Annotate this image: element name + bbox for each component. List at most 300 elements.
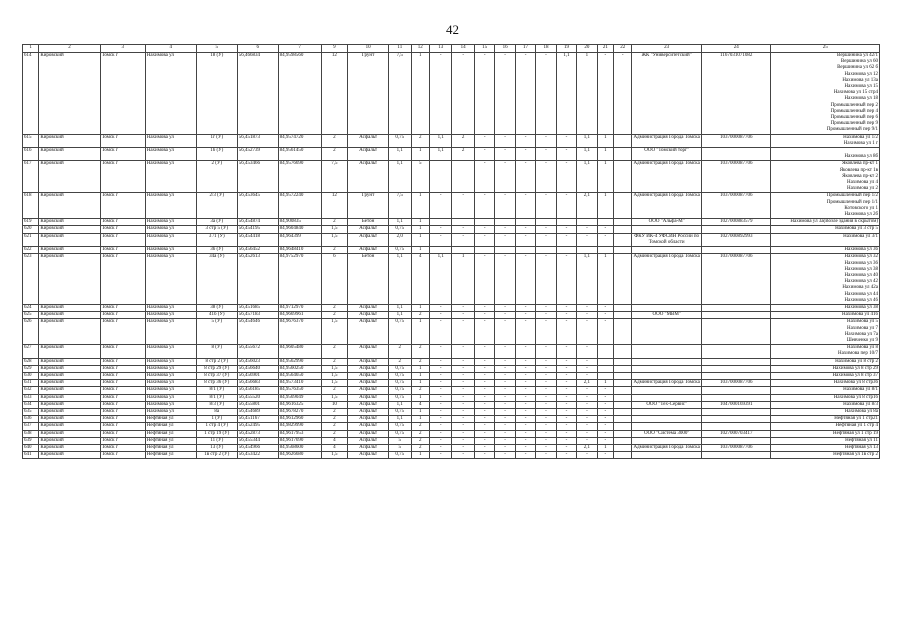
table-cell: -: [495, 254, 515, 305]
table-cell: 5: [411, 161, 429, 193]
table-cell: 1б (У): [196, 148, 237, 161]
table-cell: -: [536, 401, 556, 408]
table-cell: [701, 319, 771, 345]
table-cell: Томск г: [100, 416, 145, 423]
table-cell: [632, 452, 702, 459]
column-number-header: 18: [536, 45, 556, 53]
table-cell: -: [515, 452, 535, 459]
table-cell: -: [429, 380, 451, 387]
table-cell: Нахимова ул 38: [771, 304, 880, 311]
table-cell: 7,5: [389, 53, 411, 135]
table-cell: 1,1: [429, 148, 451, 161]
table-cell: -: [536, 394, 556, 401]
table-cell: Кировский: [39, 430, 100, 437]
table-cell: -: [597, 312, 613, 319]
table-cell: Нахимова ул 8 стр16: [771, 394, 880, 401]
table-cell: 56,455520: [237, 394, 278, 401]
table-cell: 2 (У): [196, 161, 237, 193]
table-cell: [701, 452, 771, 459]
table-row: [23, 345, 880, 358]
table-cell: -: [515, 134, 535, 147]
table-cell: Нахимова ул 8 стр 29: [771, 365, 880, 372]
table-cell: [632, 226, 702, 233]
table-cell: 1,5: [321, 394, 348, 401]
table-cell: Вершинина ул 42/1 Вершинина ул 60 Вершинина ул 62 б Нахимова ул 12 Нахимова ул 13а Нахимова ул 15 Нахимова ул 15 стр4 Нахимова ул 18 Промышленный пер 2 Промышленный пер 4 Промышленный пер 6 Промышленный пер 9 Промышленный пер 9/1: [771, 53, 880, 135]
table-cell: 56,454689: [237, 408, 278, 415]
table-cell: Бетон: [348, 254, 389, 305]
table-cell: 1: [411, 408, 429, 415]
table-cell: Асфальт: [348, 416, 389, 423]
table-cell: -: [556, 365, 576, 372]
table-cell: [597, 372, 613, 379]
table-cell: 56,452873: [237, 430, 278, 437]
table-cell: 2: [411, 134, 429, 147]
table-cell: 2: [321, 408, 348, 415]
table-cell: [614, 319, 632, 345]
table-cell: 2: [389, 345, 411, 358]
table-cell: 8 стр 36 (У): [196, 380, 237, 387]
table-cell: 84,9617953: [278, 430, 321, 437]
table-cell: 8а: [196, 408, 237, 415]
table-cell: [597, 345, 613, 358]
table-cell: [429, 219, 451, 226]
column-number-header: 14: [452, 45, 474, 53]
table-cell: [614, 394, 632, 401]
table-cell: 84,9712970: [278, 304, 321, 311]
table-cell: 3а (У): [196, 219, 237, 226]
table-cell: Кировский: [39, 387, 100, 394]
table-cell: Нефтяная ул: [145, 416, 196, 423]
table-cell: 84,9829990: [278, 423, 321, 430]
table-cell: -: [452, 193, 474, 219]
table-cell: 2,1: [577, 380, 597, 387]
table-cell: 56,453645: [237, 193, 278, 219]
table-cell: [429, 161, 451, 193]
table-cell: -: [536, 304, 556, 311]
table-cell: -: [474, 254, 494, 305]
table-cell: -: [495, 444, 515, 451]
table-cell: 0,75: [389, 394, 411, 401]
table-cell: 8/3 (У): [196, 401, 237, 408]
table-cell: -: [452, 430, 474, 437]
table-cell: Томск г: [100, 358, 145, 365]
table-cell: -: [577, 408, 597, 415]
table-cell: 56,455672: [237, 345, 278, 358]
table-row: [23, 394, 880, 401]
table-cell: Нефтяная ул 1в стр 2: [771, 452, 880, 459]
table-cell: Томск г: [100, 53, 145, 135]
table-cell: 626: [23, 319, 39, 345]
table-cell: [632, 358, 702, 365]
table-cell: [452, 219, 474, 226]
table-cell: [536, 219, 556, 226]
table-cell: -: [515, 365, 535, 372]
table-cell: 1: [597, 134, 613, 147]
table-cell: -: [515, 437, 535, 444]
table-cell: -: [577, 423, 597, 430]
table-cell: 1,1: [577, 254, 597, 305]
table-cell: -: [474, 394, 494, 401]
table-cell: 3 /1 (У): [196, 233, 237, 246]
table-cell: 631: [23, 380, 39, 387]
table-cell: -: [556, 134, 576, 147]
table-cell: -: [556, 430, 576, 437]
table-cell: Нахимова ул: [145, 233, 196, 246]
table-cell: 2: [411, 387, 429, 394]
table-cell: -: [474, 437, 494, 444]
table-cell: Кировский: [39, 372, 100, 379]
table-cell: -: [474, 193, 494, 219]
table-cell: -: [577, 394, 597, 401]
table-cell: Асфальт: [348, 233, 389, 246]
table-cell: Асфальт: [348, 247, 389, 254]
column-number-header: 16: [495, 45, 515, 53]
table-cell: -: [495, 304, 515, 311]
table-cell: Нахимова ул: [145, 345, 196, 358]
table-cell: 84,9573410: [278, 380, 321, 387]
table-cell: [632, 345, 702, 358]
table-cell: 614: [23, 53, 39, 135]
table-cell: -: [452, 372, 474, 379]
table-cell: 1027000892993: [701, 233, 771, 246]
table-cell: Нахимова ул: [145, 134, 196, 147]
table-cell: 4: [321, 437, 348, 444]
table-cell: Нефтяная ул: [145, 452, 196, 459]
table-row: [23, 161, 880, 193]
table-cell: Кировский: [39, 134, 100, 147]
table-cell: -: [495, 358, 515, 365]
table-cell: ООО "Система 3000": [632, 430, 702, 437]
table-cell: Томск г: [100, 452, 145, 459]
column-number-header: 10: [348, 45, 389, 53]
table-cell: -: [429, 365, 451, 372]
column-number-header: 2: [39, 45, 100, 53]
table-cell: 2: [321, 247, 348, 254]
table-cell: [701, 312, 771, 319]
table-cell: -: [474, 134, 494, 147]
table-cell: 617: [23, 161, 39, 193]
table-cell: 1: [597, 161, 613, 193]
table-cell: -: [429, 372, 451, 379]
table-cell: [614, 233, 632, 246]
table-cell: 56,455801: [237, 401, 278, 408]
table-cell: -: [452, 380, 474, 387]
table-cell: [632, 437, 702, 444]
table-cell: -: [577, 233, 597, 246]
table-cell: Томск г: [100, 193, 145, 219]
table-cell: -: [577, 345, 597, 358]
table-cell: 1,1: [389, 254, 411, 305]
table-cell: -: [577, 358, 597, 365]
table-cell: -: [577, 430, 597, 437]
table-cell: 1,5: [321, 365, 348, 372]
table-cell: 1,1: [389, 401, 411, 408]
table-cell: 2: [321, 148, 348, 161]
table-cell: -: [597, 437, 613, 444]
table-cell: 623: [23, 254, 39, 305]
table-cell: -: [536, 312, 556, 319]
table-cell: [614, 193, 632, 219]
table-cell: Асфальт: [348, 358, 389, 365]
table-cell: 630: [23, 372, 39, 379]
table-cell: 1,1: [429, 254, 451, 305]
table-cell: -: [556, 226, 576, 233]
table-cell: 1,1: [577, 148, 597, 161]
table-cell: -: [429, 452, 451, 459]
table-cell: -: [536, 416, 556, 423]
table-cell: Нефтяная ул: [145, 423, 196, 430]
table-cell: 0,75: [389, 372, 411, 379]
table-cell: 7,5: [321, 161, 348, 193]
table-cell: Томск г: [100, 380, 145, 387]
table-cell: Асфальт: [348, 444, 389, 451]
registry-body: [23, 53, 880, 459]
table-row: [23, 380, 880, 387]
table-cell: 1,5: [321, 380, 348, 387]
table-cell: 616: [23, 148, 39, 161]
table-cell: 8/1 (У): [196, 387, 237, 394]
table-cell: [614, 161, 632, 193]
table-cell: 84,9572240: [278, 193, 321, 219]
table-cell: 84,9617690: [278, 437, 321, 444]
table-cell: Нахимова ул: [145, 304, 196, 311]
table-row: [23, 53, 880, 135]
table-cell: [474, 219, 494, 226]
column-number-header: 24: [701, 45, 771, 53]
table-cell: 6: [321, 254, 348, 305]
table-cell: -: [474, 226, 494, 233]
table-cell: Нахимова ул: [145, 312, 196, 319]
table-cell: -: [597, 53, 613, 135]
table-cell: 56,454195: [237, 226, 278, 233]
table-row: [23, 423, 880, 430]
table-cell: [597, 247, 613, 254]
table-cell: [429, 247, 451, 254]
table-cell: Томск г: [100, 430, 145, 437]
table-cell: Нахимова ул 3 стр 5: [771, 226, 880, 233]
table-cell: [614, 134, 632, 147]
table-cell: 8 (У): [196, 345, 237, 358]
table-cell: -: [452, 365, 474, 372]
table-cell: -: [452, 319, 474, 345]
table-cell: -: [597, 416, 613, 423]
table-row: [23, 148, 880, 161]
table-cell: 2: [321, 345, 348, 358]
table-cell: Кировский: [39, 408, 100, 415]
column-number-header: 1: [23, 45, 39, 53]
table-row: [23, 430, 880, 437]
table-cell: -: [474, 304, 494, 311]
table-cell: Администрация Города Томска: [633, 380, 700, 386]
table-cell: -: [495, 312, 515, 319]
table-cell: -: [515, 304, 535, 311]
table-cell: -: [536, 408, 556, 415]
table-cell: Асфальт: [348, 345, 389, 358]
table-cell: [614, 247, 632, 254]
table-cell: Нахимова ул: [145, 358, 196, 365]
table-cell: -: [474, 380, 494, 387]
table-cell: Томск г: [100, 161, 145, 193]
table-cell: [614, 226, 632, 233]
table-cell: -: [536, 358, 556, 365]
table-cell: [515, 219, 535, 226]
table-cell: Кировский: [39, 365, 100, 372]
table-cell: Томск г: [100, 345, 145, 358]
table-cell: -: [577, 387, 597, 394]
table-cell: Кировский: [39, 247, 100, 254]
table-cell: Администрация Города Томска: [632, 161, 702, 193]
table-cell: Кировский: [39, 423, 100, 430]
table-cell: [701, 358, 771, 365]
table-cell: Нахимова ул: [145, 247, 196, 254]
table-cell: Асфальт: [348, 430, 389, 437]
table-cell: [556, 247, 576, 254]
table-cell: Яковлева пр-кт 1 Яковлева пр-кт 1в Яковлева пр-кт 2 Нахимова ул 4 Нахимова ул 2: [771, 161, 880, 193]
table-cell: -: [429, 312, 451, 319]
table-cell: -: [515, 226, 535, 233]
table-cell: [614, 416, 632, 423]
table-cell: [536, 247, 556, 254]
table-cell: 1: [452, 254, 474, 305]
table-cell: Томск г: [100, 219, 145, 226]
table-cell: 618: [23, 193, 39, 219]
table-cell: -: [577, 416, 597, 423]
table-cell: [701, 247, 771, 254]
table-cell: Асфальт: [348, 437, 389, 444]
table-cell: 1 стр 4 (У): [196, 423, 237, 430]
table-cell: Кировский: [39, 380, 100, 387]
table-cell: 84,9678270: [278, 408, 321, 415]
table-cell: 84,9626680: [278, 452, 321, 459]
table-cell: [614, 365, 632, 372]
table-cell: -: [556, 304, 576, 311]
table-cell: Асфальт: [348, 161, 389, 193]
table-cell: -: [536, 53, 556, 135]
table-cell: [701, 372, 771, 379]
table-cell: 56,456640: [237, 365, 278, 372]
table-cell: Нахимова ул 5 Нахимова ул 7 Нахимова ул 7а Шевченко ул 9: [771, 319, 880, 345]
table-cell: 2/3 (У): [196, 193, 237, 219]
table-cell: 1,5: [321, 226, 348, 233]
table-cell: -: [515, 408, 535, 415]
table-cell: -: [515, 233, 535, 246]
table-cell: [701, 437, 771, 444]
table-cell: Кировский: [39, 53, 100, 135]
table-cell: -: [536, 254, 556, 305]
table-cell: -: [556, 345, 576, 358]
table-cell: 2: [452, 134, 474, 147]
table-cell: 624: [23, 304, 39, 311]
table-cell: Нахимова ул 8б: [771, 148, 880, 161]
table-cell: Нахимова ул 32 Нахимова ул 36 Нахимова ул 38 Нахимова ул 40 Нахимова ул 42 Нахимова ул 42а Нахимова ул 44 Нахимова ул 46: [771, 254, 880, 305]
table-cell: -: [495, 161, 515, 193]
table-cell: [495, 219, 515, 226]
table-cell: -: [495, 423, 515, 430]
table-cell: Кировский: [39, 219, 100, 226]
table-cell: Томск г: [100, 365, 145, 372]
table-cell: 1037000087706: [701, 161, 771, 193]
table-cell: 635: [23, 408, 39, 415]
table-cell: 621: [23, 233, 39, 246]
column-number-header: 7: [278, 45, 321, 53]
table-cell: 11 (У): [196, 437, 237, 444]
table-cell: -: [452, 401, 474, 408]
table-cell: [632, 408, 702, 415]
table-cell: -: [495, 416, 515, 423]
table-cell: 2: [321, 219, 348, 226]
table-cell: 2: [321, 358, 348, 365]
column-number-row: [23, 45, 880, 53]
column-number-header: 5: [196, 45, 237, 53]
table-cell: -: [495, 233, 515, 246]
table-cell: -: [597, 304, 613, 311]
table-cell: [614, 430, 632, 437]
table-cell: 1: [411, 365, 429, 372]
table-cell: 1: [411, 452, 429, 459]
table-cell: -: [495, 387, 515, 394]
table-cell: 4: [411, 401, 429, 408]
table-cell: Нахимова ул: [145, 226, 196, 233]
table-cell: 620: [23, 226, 39, 233]
table-cell: 34а (У): [196, 254, 237, 305]
table-cell: [577, 219, 597, 226]
table-row: [23, 358, 880, 365]
table-cell: 56,456901: [237, 372, 278, 379]
table-cell: 56,456683: [237, 380, 278, 387]
table-cell: 1: [411, 219, 429, 226]
table-cell: -: [474, 401, 494, 408]
table-cell: [701, 387, 771, 394]
table-cell: Нефтяная ул 1 стр 4: [771, 423, 880, 430]
table-cell: 3б (У): [196, 247, 237, 254]
table-cell: -: [536, 319, 556, 345]
table-cell: 1,5: [321, 233, 348, 246]
table-cell: [614, 444, 632, 451]
table-cell: -: [474, 365, 494, 372]
table-cell: 2: [411, 437, 429, 444]
table-cell: 1: [411, 304, 429, 311]
table-cell: 56,454646: [237, 319, 278, 345]
table-cell: -: [452, 394, 474, 401]
table-cell: Асфальт: [348, 148, 389, 161]
table-cell: -: [577, 365, 597, 372]
table-cell: 84,9605480: [278, 345, 321, 358]
table-cell: 1,1: [389, 219, 411, 226]
table-cell: -: [495, 226, 515, 233]
table-cell: [614, 148, 632, 161]
table-cell: -: [556, 444, 576, 451]
table-cell: 1047000169391: [701, 401, 771, 408]
table-cell: Асфальт: [348, 380, 389, 387]
table-cell: 615: [23, 134, 39, 147]
table-cell: [515, 247, 535, 254]
table-cell: -: [556, 423, 576, 430]
table-cell: 18 (У): [196, 53, 237, 135]
table-cell: -: [536, 233, 556, 246]
table-cell: 10: [321, 401, 348, 408]
table-cell: Томск г: [100, 319, 145, 345]
table-cell: [452, 247, 474, 254]
table-cell: [632, 372, 702, 379]
table-cell: 41б (У): [196, 312, 237, 319]
table-cell: -: [474, 423, 494, 430]
table-cell: Кировский: [39, 444, 100, 451]
table-cell: -: [597, 401, 613, 408]
table-cell: -: [577, 226, 597, 233]
table-cell: [597, 358, 613, 365]
table-cell: 2: [411, 444, 429, 451]
table-cell: 84,9669961: [278, 312, 321, 319]
